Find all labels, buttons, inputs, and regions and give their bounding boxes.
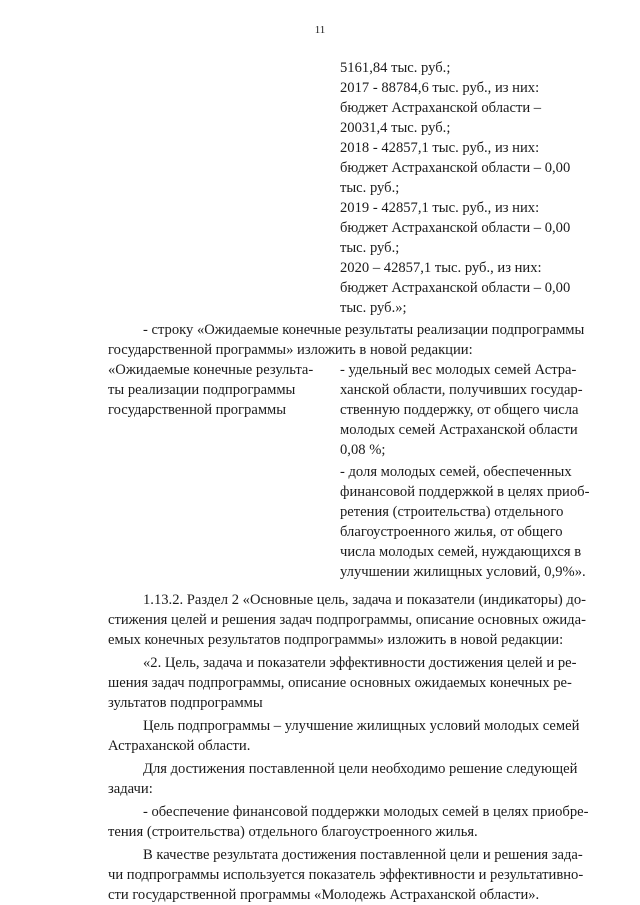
expected-results-label: «Ожидаемые конечные результа- [108,362,314,378]
expected-result-text: ханской области, получивших государ- [340,382,583,398]
body-line: Цель подпрограммы – улучшение жилищных условий молодых семей [143,718,580,734]
funding-line: 2017 - 88784,6 тыс. руб., из них: [340,80,540,96]
funding-line: 2019 - 42857,1 тыс. руб., из них: [340,200,540,216]
body-line: тения (строительства) отдельного благоустроенного жилья. [108,824,478,840]
body-line: - обеспечение финансовой поддержки молодых семей в целях приобре- [143,804,589,820]
expected-result-text: - доля молодых семей, обеспеченных [340,464,572,480]
amendment-line: государственной программы» изложить в новой редакции: [108,342,473,358]
amendment-line: - строку «Ожидаемые конечные результаты реализации подпрограммы [143,322,585,338]
funding-line: 2020 – 42857,1 тыс. руб., из них: [340,260,542,276]
body-line: 1.13.2. Раздел 2 «Основные цель, задача и показатели (индикаторы) до- [143,592,586,608]
body-line: Астраханской области. [108,738,251,754]
expected-result-text: ретения (строительства) отдельного [340,504,564,520]
body-line: Для достижения поставленной цели необходимо решение следующей [143,761,578,777]
expected-result-text: ственную поддержку, от общего числа [340,402,579,418]
funding-line: тыс. руб.»; [340,300,407,316]
funding-line: тыс. руб.; [340,180,400,196]
expected-result-text: - удельный вес молодых семей Астра- [340,362,577,378]
funding-line: 2018 - 42857,1 тыс. руб., из них: [340,140,540,156]
page-number: 11 [314,24,326,36]
funding-line: бюджет Астраханской области – 0,00 [340,220,571,236]
expected-result-text: финансовой поддержкой в целях приоб- [340,484,590,500]
funding-line: 20031,4 тыс. руб.; [340,120,451,136]
expected-result-text: благоустроенного жилья, от общего [340,524,563,540]
body-line: шения задач подпрограммы, описание основных ожидаемых конечных ре- [108,675,572,691]
body-line: стижения целей и решения задач подпрограммы, описание основных ожида- [108,612,586,628]
expected-result-text: числа молодых семей, нуждающихся в [340,544,582,560]
body-line: емых конечных результатов подпрограммы» изложить в новой редакции: [108,632,564,648]
expected-result-text: улучшении жилищных условий, 0,9%». [340,564,586,580]
body-line: зультатов подпрограммы [108,695,263,711]
body-line: «2. Цель, задача и показатели эффективности достижения целей и ре- [143,655,577,671]
body-line: сти государственной программы «Молодежь Астраханской области». [108,887,540,903]
funding-line: бюджет Астраханской области – 0,00 [340,280,571,296]
funding-line: бюджет Астраханской области – 0,00 [340,160,571,176]
expected-result-text: 0,08 %; [340,442,386,458]
funding-line: бюджет Астраханской области – [340,100,542,116]
funding-line: тыс. руб.; [340,240,400,256]
body-line: задачи: [108,781,153,797]
expected-results-label: государственной программы [108,402,287,418]
body-line: В качестве результата достижения поставленной цели и решения зада- [143,847,583,863]
expected-results-label: ты реализации подпрограммы [108,382,296,398]
body-line: чи подпрограммы используется показатель эффективности и результативно- [108,867,584,883]
funding-line: 5161,84 тыс. руб.; [340,60,451,76]
expected-result-text: молодых семей Астраханской области [340,422,578,438]
